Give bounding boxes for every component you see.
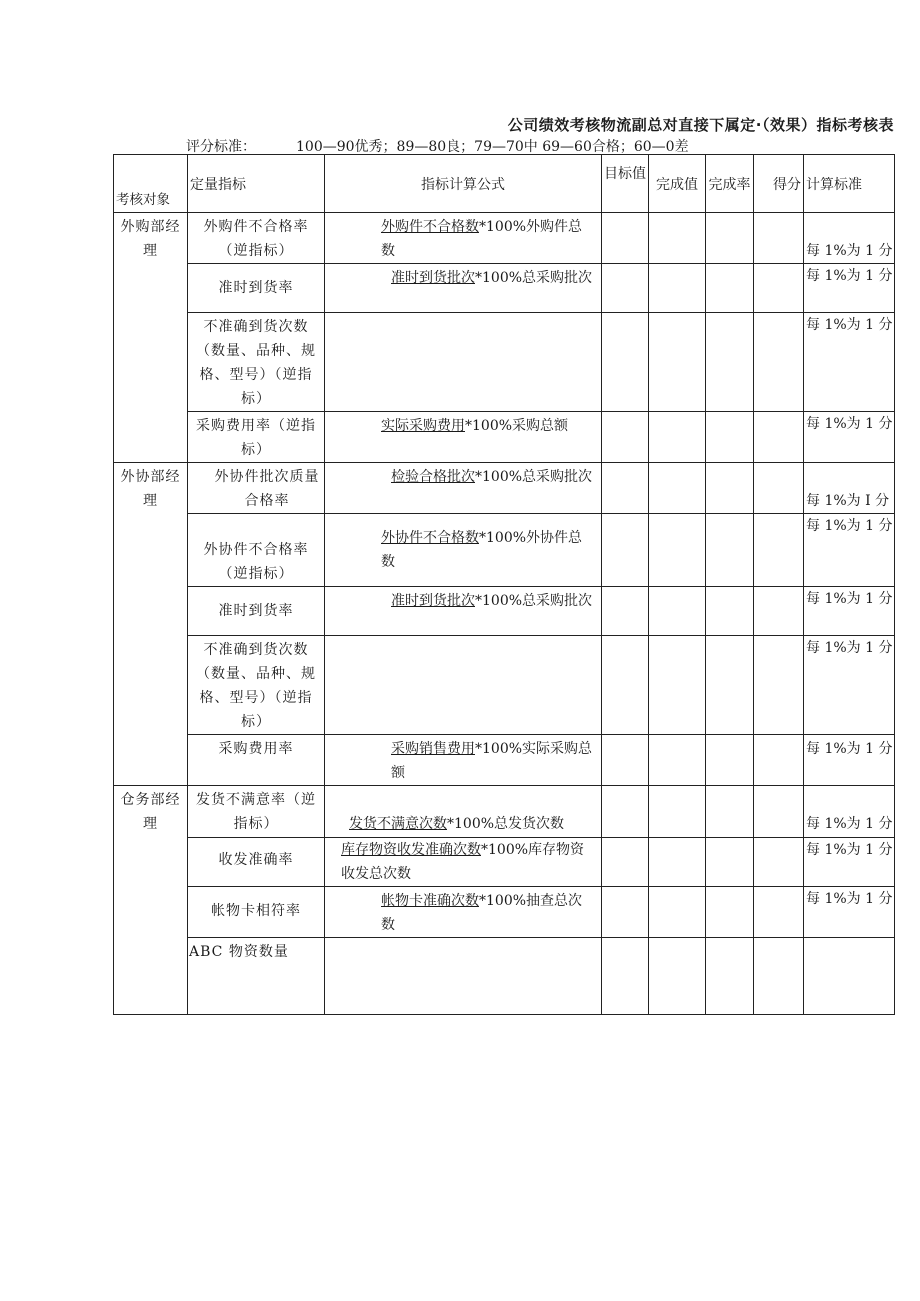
score-cell xyxy=(754,463,804,514)
done-value-cell xyxy=(649,213,706,264)
standard-cell: 每 1%为 1 分 xyxy=(804,587,895,636)
formula-cell xyxy=(325,412,602,463)
table-row xyxy=(114,213,895,264)
scoring-criteria xyxy=(186,136,689,156)
indicator-cell: 采购费用率（逆指标） xyxy=(188,412,325,463)
indicator-cell: ABC 物资数量 xyxy=(188,938,325,1015)
indicator-cell: 外购件不合格率（逆指标） xyxy=(188,213,325,264)
table-row xyxy=(114,264,895,313)
target-cell xyxy=(602,264,649,313)
formula-numerator: 实际采购费用 xyxy=(381,418,465,434)
indicator-cell: 准时到货率 xyxy=(188,264,325,313)
indicator-cell: 外协件批次质量合格率 xyxy=(188,463,325,514)
done-value-cell xyxy=(649,313,706,412)
table-row xyxy=(114,514,895,587)
standard-cell: 每 1%为 1 分 xyxy=(804,213,895,264)
formula-denominator: *100%采购总额 xyxy=(465,418,569,434)
formula-cell xyxy=(325,786,602,838)
score-cell xyxy=(754,938,804,1015)
table-row xyxy=(114,463,895,514)
score-cell xyxy=(754,735,804,786)
done-rate-cell xyxy=(706,412,754,463)
table-row xyxy=(114,412,895,463)
formula-cell xyxy=(325,587,602,636)
done-rate-cell xyxy=(706,587,754,636)
formula-denominator: *100%实际采购总额 xyxy=(391,741,593,781)
formula-numerator: 发货不满意次数 xyxy=(349,816,447,832)
header-object: 考核对象 xyxy=(114,155,188,213)
target-cell xyxy=(602,463,649,514)
standard-cell: 每 1%为 1 分 xyxy=(804,838,895,887)
target-cell xyxy=(602,887,649,938)
formula-denominator: *100%总发货次数 xyxy=(447,816,565,832)
header-standard: 计算标准 xyxy=(804,155,895,213)
done-rate-cell xyxy=(706,636,754,735)
done-value-cell xyxy=(649,735,706,786)
target-cell xyxy=(602,213,649,264)
header-row xyxy=(114,155,895,213)
target-cell xyxy=(602,514,649,587)
standard-cell: 每 1%为 I 分 xyxy=(804,463,895,514)
criteria-label: 评分标准： xyxy=(186,139,256,155)
done-rate-cell xyxy=(706,264,754,313)
formula-denominator: *100%抽查总次数 xyxy=(381,893,583,933)
formula-cell xyxy=(325,735,602,786)
standard-cell: 每 1%为 1 分 xyxy=(804,264,895,313)
done-rate-cell xyxy=(706,514,754,587)
formula-cell xyxy=(325,938,602,1015)
formula-cell xyxy=(325,636,602,735)
formula-cell xyxy=(325,313,602,412)
done-rate-cell xyxy=(706,838,754,887)
done-rate-cell xyxy=(706,938,754,1015)
header-done-rate: 完成率 xyxy=(706,155,754,213)
target-cell xyxy=(602,313,649,412)
done-value-cell xyxy=(649,887,706,938)
table-row xyxy=(114,587,895,636)
formula-numerator: 帐物卡准确次数 xyxy=(381,893,479,909)
standard-cell: 每 1%为 1 分 xyxy=(804,786,895,838)
indicator-cell: 采购费用率 xyxy=(188,735,325,786)
header-done-value: 完成值 xyxy=(649,155,706,213)
formula-cell xyxy=(325,264,602,313)
indicator-cell: 不准确到货次数（数量、品种、规格、型号）（逆指标） xyxy=(188,313,325,412)
assessment-table xyxy=(113,154,895,1015)
criteria-text: 100—90优秀；89—80良；79—70中 69—60合格；60—0差 xyxy=(296,139,689,155)
formula-denominator: *100%总采购批次 xyxy=(475,270,593,286)
formula-cell xyxy=(325,887,602,938)
score-cell xyxy=(754,264,804,313)
done-rate-cell xyxy=(706,213,754,264)
object-cell: 外购部经理 xyxy=(114,213,188,463)
page-title: 公司绩效考核物流副总对直接下属定·（效果）指标考核表 xyxy=(507,116,894,134)
score-cell xyxy=(754,412,804,463)
formula-numerator: 准时到货批次 xyxy=(391,593,475,609)
score-cell xyxy=(754,213,804,264)
standard-cell: 每 1%为 1 分 xyxy=(804,514,895,587)
standard-cell: 每 1%为 1 分 xyxy=(804,412,895,463)
formula-numerator: 外购件不合格数 xyxy=(381,219,479,235)
score-cell xyxy=(754,786,804,838)
object-cell: 仓务部经理 xyxy=(114,786,188,1015)
target-cell xyxy=(602,412,649,463)
done-value-cell xyxy=(649,636,706,735)
target-cell xyxy=(602,838,649,887)
score-cell xyxy=(754,514,804,587)
formula-numerator: 外协件不合格数 xyxy=(381,530,479,546)
formula-denominator: *100%库存物资收发总次数 xyxy=(341,842,585,882)
done-value-cell xyxy=(649,838,706,887)
table-row xyxy=(114,938,895,1015)
formula-numerator: 准时到货批次 xyxy=(391,270,475,286)
score-cell xyxy=(754,313,804,412)
header-score: 得分 xyxy=(754,155,804,213)
formula-cell xyxy=(325,514,602,587)
formula-numerator: 库存物资收发准确次数 xyxy=(341,842,481,858)
done-value-cell xyxy=(649,264,706,313)
done-rate-cell xyxy=(706,313,754,412)
table-row xyxy=(114,313,895,412)
table-row xyxy=(114,838,895,887)
formula-denominator: *100%外协件总数 xyxy=(381,530,583,570)
table-row xyxy=(114,887,895,938)
table-row xyxy=(114,636,895,735)
formula-numerator: 检验合格批次 xyxy=(391,469,475,485)
standard-cell: 每 1%为 1 分 xyxy=(804,887,895,938)
formula-numerator: 采购销售费用 xyxy=(391,741,475,757)
target-cell xyxy=(602,938,649,1015)
score-cell xyxy=(754,587,804,636)
formula-denominator: *100%总采购批次 xyxy=(475,469,593,485)
score-cell xyxy=(754,636,804,735)
formula-denominator: *100%外购件总数 xyxy=(381,219,583,259)
formula-denominator: *100%总采购批次 xyxy=(475,593,593,609)
indicator-cell: 外协件不合格率（逆指标） xyxy=(188,514,325,587)
target-cell xyxy=(602,735,649,786)
formula-cell xyxy=(325,213,602,264)
standard-cell: 每 1%为 1 分 xyxy=(804,735,895,786)
done-value-cell xyxy=(649,514,706,587)
done-rate-cell xyxy=(706,887,754,938)
standard-cell: 每 1%为 1 分 xyxy=(804,313,895,412)
done-value-cell xyxy=(649,587,706,636)
table-row xyxy=(114,786,895,838)
standard-cell xyxy=(804,938,895,1015)
score-cell xyxy=(754,887,804,938)
object-cell: 外协部经理 xyxy=(114,463,188,786)
header-indicator: 定量指标 xyxy=(188,155,325,213)
standard-cell: 每 1%为 1 分 xyxy=(804,636,895,735)
target-cell xyxy=(602,587,649,636)
table-row xyxy=(114,735,895,786)
indicator-cell: 帐物卡相符率 xyxy=(188,887,325,938)
done-rate-cell xyxy=(706,786,754,838)
formula-cell xyxy=(325,838,602,887)
done-value-cell xyxy=(649,786,706,838)
score-cell xyxy=(754,838,804,887)
header-formula: 指标计算公式 xyxy=(325,155,602,213)
target-cell xyxy=(602,786,649,838)
indicator-cell: 不准确到货次数（数量、品种、规格、型号）（逆指标） xyxy=(188,636,325,735)
header-target: 目标值 xyxy=(602,155,649,213)
done-rate-cell xyxy=(706,735,754,786)
done-value-cell xyxy=(649,412,706,463)
formula-cell xyxy=(325,463,602,514)
done-value-cell xyxy=(649,938,706,1015)
done-rate-cell xyxy=(706,463,754,514)
indicator-cell: 发货不满意率（逆指标） xyxy=(188,786,325,838)
target-cell xyxy=(602,636,649,735)
indicator-cell: 收发准确率 xyxy=(188,838,325,887)
indicator-cell: 准时到货率 xyxy=(188,587,325,636)
done-value-cell xyxy=(649,463,706,514)
